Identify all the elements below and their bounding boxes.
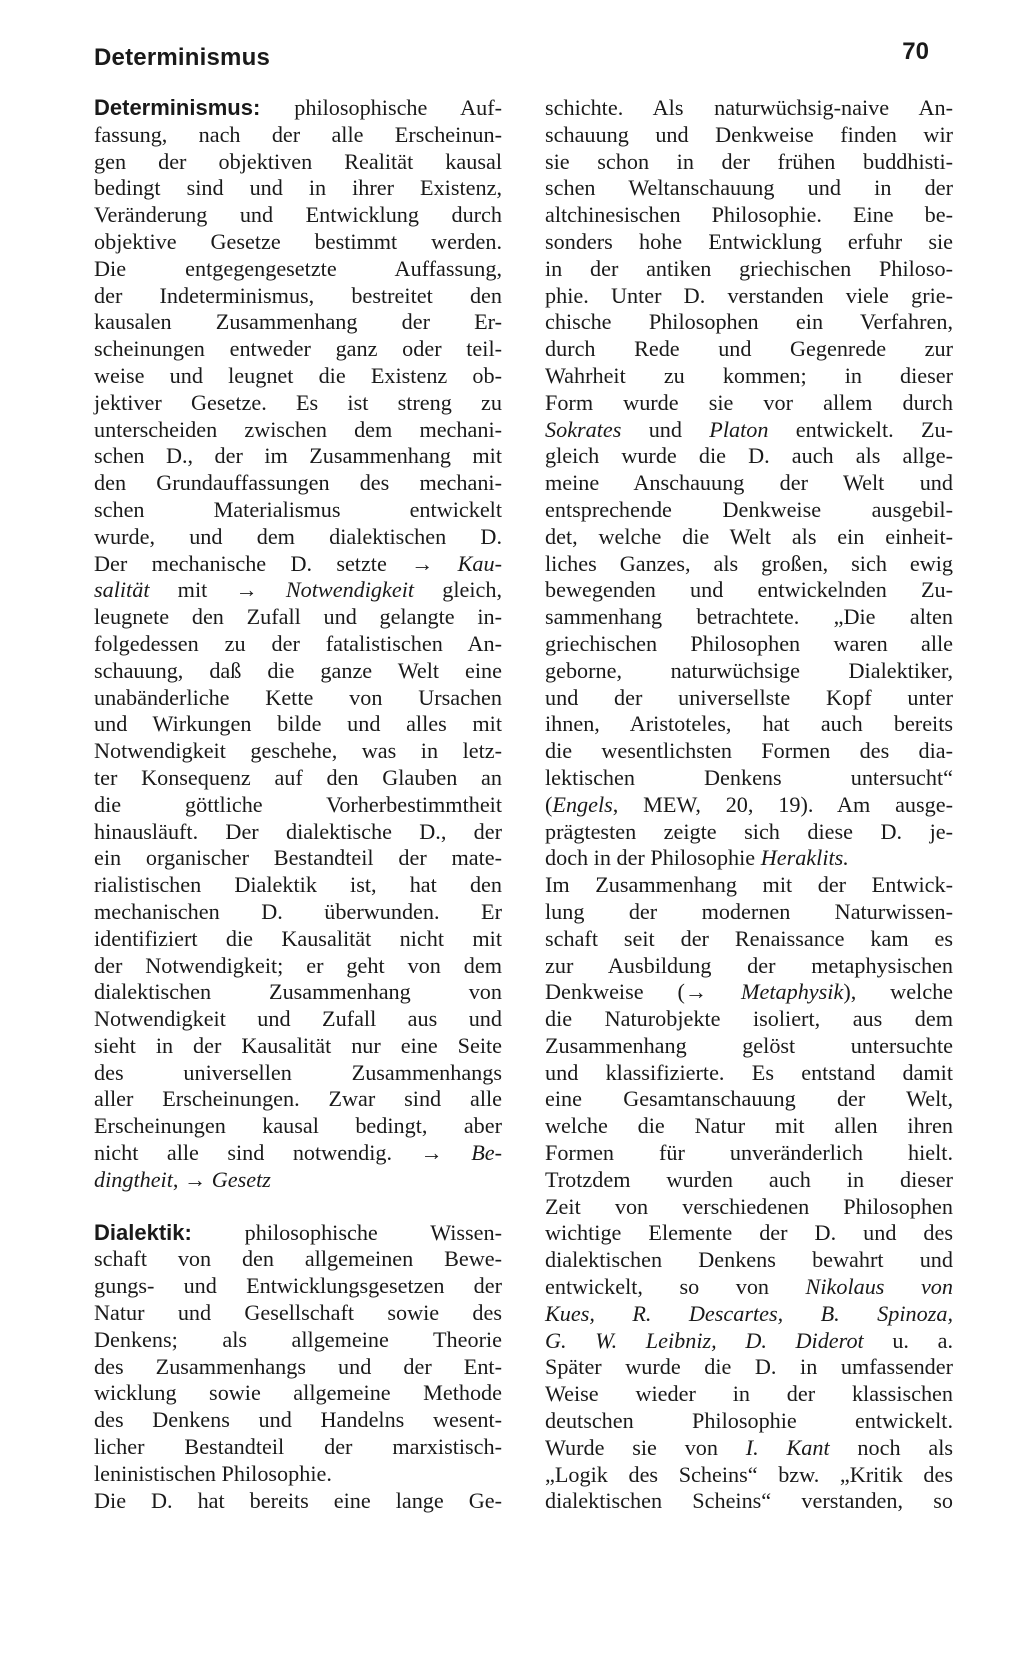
- text-segment: doch in der Philosophie: [545, 845, 761, 871]
- text-line: det, welche die Welt als ein einheit-: [545, 523, 953, 549]
- text-line: des Denkens und Handelns wesent-: [94, 1407, 502, 1433]
- person-name: Engels: [552, 791, 613, 817]
- text-segment: Wurde sie von: [545, 1434, 746, 1460]
- text-segment: Denkweise (→: [545, 979, 742, 1005]
- person-name: Nikolaus von: [805, 1274, 953, 1300]
- text-line: kausalen Zusammenhang der Er-: [94, 309, 502, 335]
- text-line: folgedessen zu der fatalistischen An-: [94, 630, 502, 656]
- left-column: [94, 95, 502, 1514]
- text-line: entsprechende Denkweise ausgebil-: [545, 496, 953, 522]
- entry-term: Dialektik:: [94, 1219, 192, 1245]
- text-line: unabänderliche Kette von Ursachen: [94, 684, 502, 710]
- text-line: dialektischen Denkens bewahrt und: [545, 1247, 953, 1273]
- text-line: Die D. hat bereits eine lange Ge-: [94, 1487, 502, 1513]
- text-line: schen D., der im Zusammenhang mit: [94, 443, 502, 469]
- text-line: schen Materialismus entwickelt: [94, 496, 502, 522]
- text-line: Im Zusammenhang mit der Entwick-: [545, 872, 953, 898]
- text-line: leninistischen Philosophie.: [94, 1460, 332, 1486]
- text-line: sammenhang betrachtete. „Die alten: [545, 604, 953, 630]
- text-line: Notwendigkeit geschehe, was in letz-: [94, 738, 502, 764]
- page-number: 70: [902, 38, 929, 65]
- text-line: lektischen Denkens untersucht“: [545, 764, 953, 790]
- text-line: objektive Gesetze bestimmt werden.: [94, 228, 502, 254]
- person-name: Platon: [709, 416, 769, 442]
- text-line: Veränderung und Entwicklung durch: [94, 202, 502, 228]
- text-line: durch Rede und Gegenrede zur: [545, 336, 953, 362]
- text-line: bedingt sind und in ihrer Existenz,: [94, 175, 502, 201]
- text-line: leugnete den Zufall und gelangte in-: [94, 604, 502, 630]
- text-line: schichte. Als naturwüchsig-naive An-: [545, 95, 953, 120]
- text-segment: ), welche: [843, 979, 954, 1005]
- text-line: die Naturobjekte isoliert, aus dem: [545, 1006, 953, 1032]
- text-line: liches Ganzes, als großen, sich ewig: [545, 550, 953, 576]
- cross-reference: Gesetz: [211, 1166, 271, 1192]
- text-segment: entwickelt, so von: [545, 1274, 806, 1300]
- text-line: ein organischer Bestandteil der mate-: [94, 845, 502, 871]
- text-line: und klassifizierte. Es entstand damit: [545, 1059, 953, 1085]
- text-segment: noch als: [829, 1434, 953, 1460]
- text-line: gungs- und Entwicklungsgesetzen der: [94, 1273, 502, 1299]
- text-line: ihnen, Aristoteles, hat auch bereits: [545, 711, 953, 737]
- text-line: sonders hohe Entwicklung erfuhr sie: [545, 228, 953, 254]
- text-line: dialektischen Zusammenhang von: [94, 979, 502, 1005]
- text-line: mechanischen D. überwunden. Er: [94, 898, 502, 924]
- person-name: G. W. Leibniz, D. Diderot: [545, 1327, 864, 1353]
- text-line: der Notwendigkeit; er geht von dem: [94, 952, 502, 978]
- text-line: Erscheinungen kausal bedingt, aber: [94, 1113, 502, 1139]
- text-line: wicklung sowie allgemeine Methode: [94, 1380, 502, 1406]
- entry-determinismus: [94, 95, 502, 1194]
- text-line: dialektischen Scheins“ verstanden, so: [545, 1488, 953, 1514]
- text-line: Notwendigkeit und Zufall aus und: [94, 1006, 502, 1032]
- text-line: den Grundauffassungen des mechani-: [94, 470, 502, 496]
- text-line: philosophische Wissen-: [244, 1219, 503, 1245]
- cross-reference: salität: [94, 577, 150, 603]
- text-line: die göttliche Vorherbestimmtheit: [94, 791, 502, 817]
- text-segment: , →: [172, 1166, 212, 1192]
- text-line: zur Ausbildung der metaphysischen: [545, 952, 953, 978]
- cross-reference: Kau-: [457, 550, 502, 576]
- text-line: sie schon in der frühen buddhisti-: [545, 148, 953, 174]
- text-line: schen Weltanschauung und in der: [545, 175, 953, 201]
- person-name: Sokrates: [545, 416, 622, 442]
- text-line: Später wurde die D. in umfassender: [545, 1354, 953, 1380]
- text-line: Form wurde sie vor allem durch: [545, 389, 953, 415]
- text-line: Zeit von verschiedenen Philosophen: [545, 1193, 953, 1219]
- text-line: jektiver Gesetze. Es ist streng zu: [94, 389, 502, 415]
- text-segment: gleich,: [414, 577, 503, 603]
- entry-term: Determinismus:: [94, 95, 261, 120]
- text-line: des Zusammenhangs und der Ent-: [94, 1353, 502, 1379]
- text-line: der Indeterminismus, bestreitet den: [94, 282, 502, 308]
- cross-reference: Metaphysik: [741, 979, 844, 1005]
- text-segment: u. a.: [863, 1327, 953, 1353]
- text-line: prägtesten zeigte sich diese D. je-: [545, 818, 953, 844]
- cross-reference: dingtheit: [94, 1166, 173, 1192]
- entry-spacer: [94, 1194, 502, 1220]
- text-line: Wahrheit zu kommen; in dieser: [545, 362, 953, 388]
- person-name: Heraklits.: [760, 845, 849, 871]
- text-segment: , MEW, 20, 19). Am ausge-: [612, 791, 953, 817]
- text-line: unterscheiden zwischen dem mechani-: [94, 416, 502, 442]
- text-line: chische Philosophen ein Verfahren,: [545, 309, 953, 335]
- cross-reference: Be-: [471, 1140, 502, 1166]
- text-line: Trotzdem wurden auch in dieser: [545, 1166, 953, 1192]
- text-line: Formen für unveränderlich hielt.: [545, 1140, 953, 1166]
- text-line: philosophische Auf-: [294, 95, 502, 120]
- text-line: Natur und Gesellschaft sowie des: [94, 1300, 502, 1326]
- text-line: schaft seit der Renaissance kam es: [545, 925, 953, 951]
- text-line: in der antiken griechischen Philoso-: [545, 255, 953, 281]
- text-line: welche die Natur mit allen ihren: [545, 1113, 953, 1139]
- person-name: Kues, R. Descartes, B. Spinoza,: [545, 1300, 953, 1326]
- text-line: fassung, nach der alle Erscheinun-: [94, 121, 502, 147]
- text-line: und Wirkungen bilde und alles mit: [94, 711, 502, 737]
- text-line: altchinesischen Philosophie. Eine be-: [545, 202, 953, 228]
- text-line: Weise wieder in der klassischen: [545, 1381, 953, 1407]
- text-line: licher Bestandteil der marxistisch-: [94, 1434, 502, 1460]
- text-line: Denkens; als allgemeine Theorie: [94, 1326, 502, 1352]
- text-line: und der universellste Kopf unter: [545, 684, 953, 710]
- text-line: ter Konsequenz auf den Glauben an: [94, 764, 502, 790]
- text-line: gen der objektiven Realität kausal: [94, 148, 502, 174]
- text-segment: (: [545, 791, 553, 817]
- text-line: scheinungen entweder ganz oder teil-: [94, 336, 502, 362]
- text-line: hinausläuft. Der dialektische D., der: [94, 818, 502, 844]
- text-line: wichtige Elemente der D. und des: [545, 1220, 953, 1246]
- text-line: eine Gesamtanschauung der Welt,: [545, 1086, 953, 1112]
- text-segment: nicht alle sind notwendig. →: [94, 1140, 472, 1166]
- text-line: deutschen Philosophie entwickelt.: [545, 1408, 953, 1434]
- text-segment: und: [621, 416, 710, 442]
- text-segment: entwickelt. Zu-: [768, 416, 953, 442]
- running-head: Determinismus: [94, 44, 270, 71]
- text-line: schaft von den allgemeinen Bewe-: [94, 1246, 502, 1272]
- text-line: sieht in der Kausalität nur eine Seite: [94, 1032, 502, 1058]
- text-line: weise und leugnet die Existenz ob-: [94, 362, 502, 388]
- text-segment: Der mechanische D. setzte →: [94, 550, 458, 576]
- person-name: I. Kant: [745, 1434, 830, 1460]
- entry-dialektik: [94, 1220, 502, 1515]
- text-line: bewegenden und entwickelnden Zu-: [545, 577, 953, 603]
- text-line: die wesentlichsten Formen des dia-: [545, 738, 953, 764]
- text-line: geborne, naturwüchsige Dialektiker,: [545, 657, 953, 683]
- text-segment: mit →: [149, 577, 286, 603]
- text-line: lung der modernen Naturwissen-: [545, 898, 953, 924]
- text-line: wurde, und dem dialektischen D.: [94, 523, 502, 549]
- text-line: Zusammenhang gelöst untersuchte: [545, 1032, 953, 1058]
- right-column: [545, 95, 953, 1515]
- text-line: phie. Unter D. verstanden viele grie-: [545, 282, 953, 308]
- text-line: rialistischen Dialektik ist, hat den: [94, 872, 502, 898]
- text-line: des universellen Zusammenhangs: [94, 1059, 502, 1085]
- text-line: gleich wurde die D. auch als allge-: [545, 443, 953, 469]
- text-line: identifiziert die Kausalität nicht mit: [94, 925, 502, 951]
- text-line: „Logik des Scheins“ bzw. „Kritik des: [545, 1461, 953, 1487]
- text-line: griechischen Philosophen waren alle: [545, 630, 953, 656]
- text-line: schauung, daß die ganze Welt eine: [94, 657, 502, 683]
- text-line: Die entgegengesetzte Auffassung,: [94, 255, 502, 281]
- cross-reference: Notwendigkeit: [285, 577, 415, 603]
- text-line: schauung und Denkweise finden wir: [545, 121, 953, 147]
- text-line: aller Erscheinungen. Zwar sind alle: [94, 1086, 502, 1112]
- text-line: meine Anschauung der Welt und: [545, 470, 953, 496]
